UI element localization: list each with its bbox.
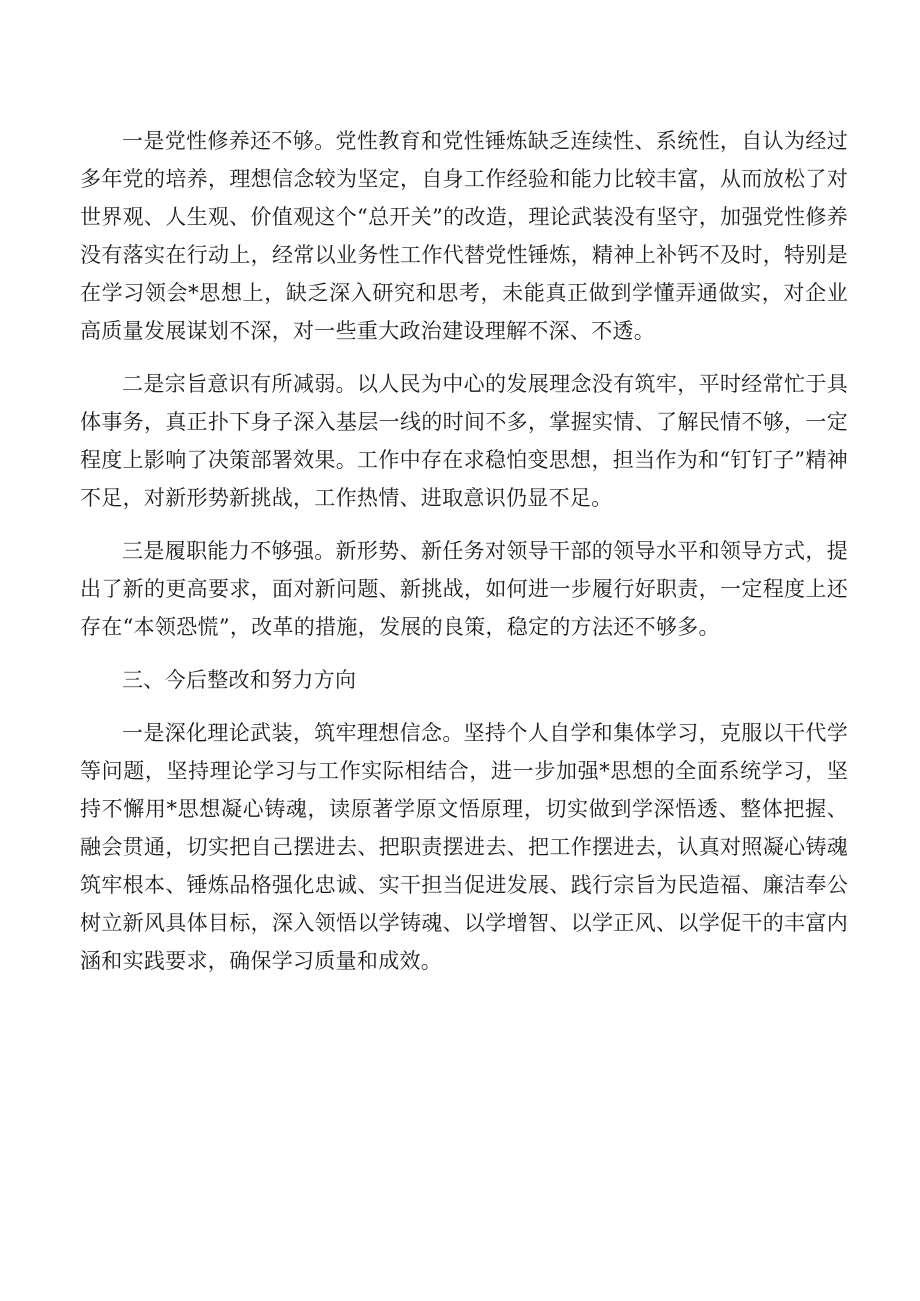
paragraph-theory-study: 一是深化理论武装，筑牢理想信念。坚持个人自学和集体学习，克服以干代学等问题，坚持理论学习与工作实际相结合，进一步加强*思想的全面系统学习，坚持不懈用*思想凝心铸魂，读原著学原文悟原理，切实做到学深悟透、整体把握、融会贯通，切实把自己摆进去、把职责摆进去、把工作摆进去，认真对照凝心铸魂筑牢根本、锤炼品格强化忠诚、实干担当促进发展、践行宗旨为民造福、廉洁奉公树立新风具体目标，深入领悟以学铸魂、以学增智、以学正风、以学促干的丰富内涵和实践要求，确保学习质量和成效。 <box>80 721 848 973</box>
document-body <box>80 122 848 980</box>
paragraph-performance-ability: 三是履职能力不够强。新形势、新任务对领导干部的领导水平和领导方式，提出了新的更高要求，面对新问题、新挑战，如何进一步履行好职责，一定程度上还存在“本领恐慌”，改革的措施，发展的良策，稳定的方法还不够多。 <box>80 539 848 639</box>
paragraph-party-spirit: 一是党性修养还不够。党性教育和党性锤炼缺乏连续性、系统性，自认为经过多年党的培养，理想信念较为坚定，自身工作经验和能力比较丰富，从而放松了对世界观、人生观、价值观这个“总开关”的改造，理论武装没有坚守，加强党性修养没有落实在行动上，经常以业务性工作代替党性锤炼，精神上补钙不及时，特别是在学习领会*思想上，缺乏深入研究和思考，未能真正做到学懂弄通做实，对企业高质量发展谋划不深，对一些重大政治建设理解不深、不透。 <box>80 129 848 343</box>
paragraph-purpose-awareness: 二是宗旨意识有所减弱。以人民为中心的发展理念没有筑牢，平时经常忙于具体事务，真正扑下身子深入基层一线的时间不多，掌握实情、了解民情不够，一定程度上影响了决策部署效果。工作中存在求稳怕变思想，担当作为和“钉钉子”精神不足，对新形势新挑战，工作热情、进取意识仍显不足。 <box>80 372 848 510</box>
section-heading: 三、今后整改和努力方向 <box>122 668 357 692</box>
